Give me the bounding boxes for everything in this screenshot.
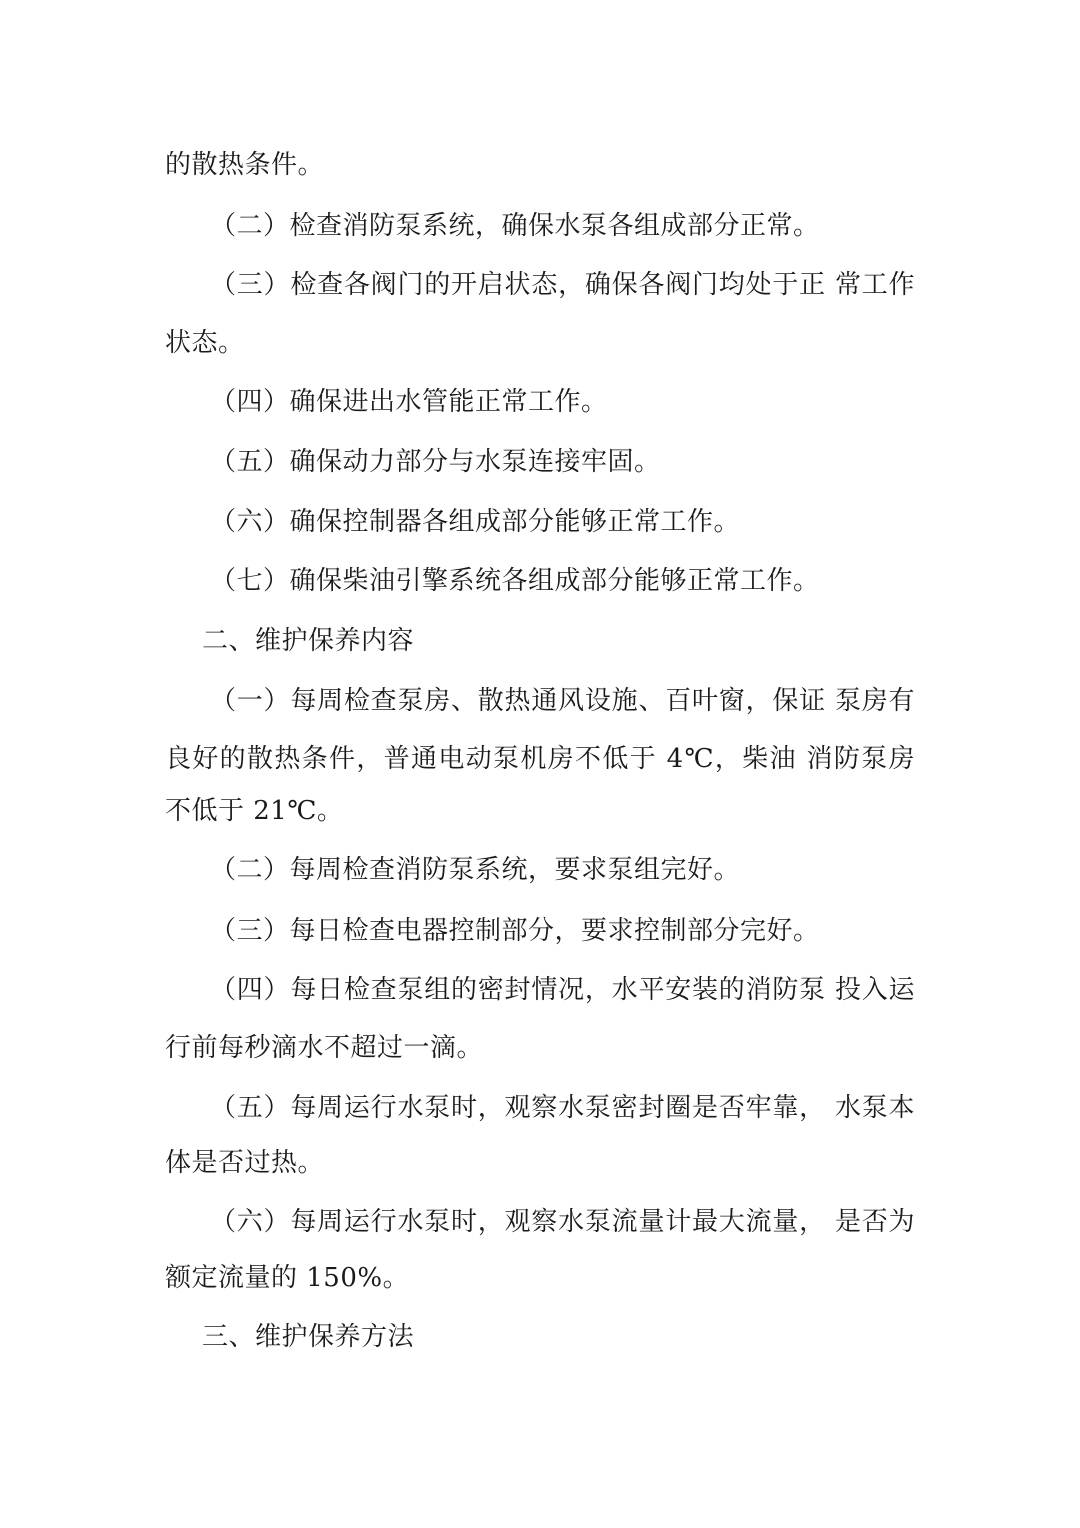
paragraph-line-9: （一）每周检查泵房、散热通风设施、百叶窗，保证 泵房有 <box>210 686 915 716</box>
paragraph-line-17: 体是否过热。 <box>165 1148 325 1178</box>
paragraph-line-3: （三）检查各阀门的开启状态，确保各阀门均处于正 常工作 <box>210 270 915 300</box>
paragraph-line-16: （五）每周运行水泵时，观察水泵密封圈是否牢靠， 水泵本 <box>210 1093 915 1123</box>
paragraph-line-11: 不低于 21℃。 <box>165 796 344 826</box>
paragraph-line-2: （二）检查消防泵系统，确保水泵各组成部分正常。 <box>210 211 820 241</box>
paragraph-line-10: 良好的散热条件，普通电动泵机房不低于 4℃，柴油 消防泵房 <box>165 744 915 774</box>
paragraph-line-8: （七）确保柴油引擎系统各组成部分能够正常工作。 <box>210 566 820 596</box>
section-heading-3: 三、维护保养方法 <box>202 1322 415 1352</box>
paragraph-line-1: 的散热条件。 <box>165 150 325 180</box>
paragraph-line-6: （五）确保动力部分与水泵连接牢固。 <box>210 447 661 477</box>
paragraph-line-19: 额定流量的 150%。 <box>165 1263 410 1293</box>
paragraph-line-7: （六）确保控制器各组成部分能够正常工作。 <box>210 507 741 537</box>
paragraph-line-5: （四）确保进出水管能正常工作。 <box>210 387 608 417</box>
paragraph-line-12: （二）每周检查消防泵系统，要求泵组完好。 <box>210 855 741 885</box>
section-heading-2: 二、维护保养内容 <box>202 626 415 656</box>
paragraph-line-13: （三）每日检查电器控制部分，要求控制部分完好。 <box>210 916 820 946</box>
paragraph-line-4: 状态。 <box>165 328 245 358</box>
paragraph-line-15: 行前每秒滴水不超过一滴。 <box>165 1033 484 1063</box>
paragraph-line-18: （六）每周运行水泵时，观察水泵流量计最大流量， 是否为 <box>210 1207 915 1237</box>
paragraph-line-14: （四）每日检查泵组的密封情况，水平安装的消防泵 投入运 <box>210 975 915 1005</box>
